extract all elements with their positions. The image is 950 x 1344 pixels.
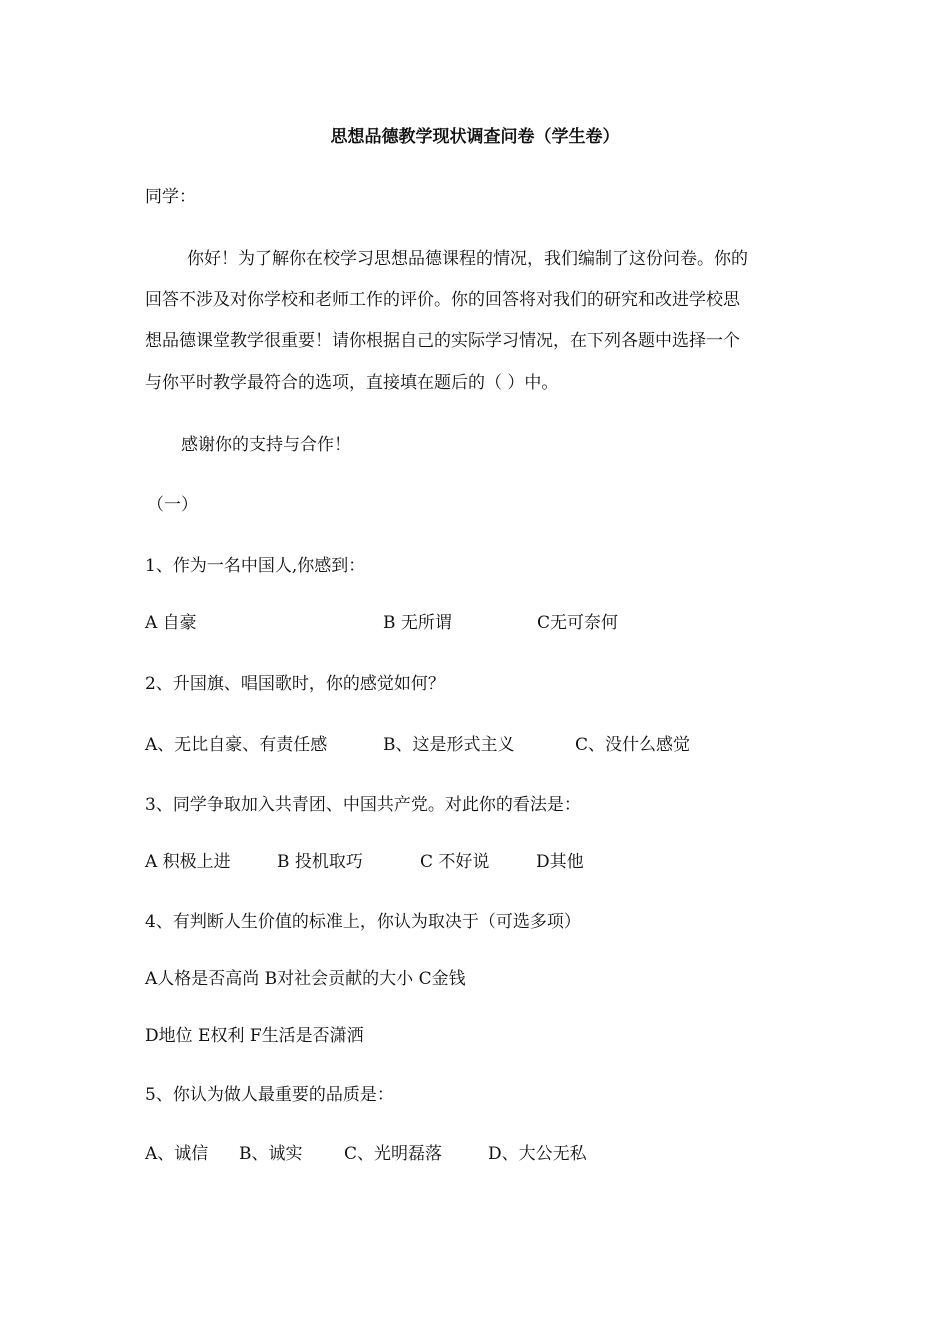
q3-option-c: C 不好说 [420,852,490,872]
q3-option-a: A 积极上进 [145,852,231,872]
q5-option-c: C、光明磊落 [344,1144,443,1164]
q2-option-b: B、这是形式主义 [383,735,515,755]
q1-option-a: A 自豪 [145,613,197,633]
q4-options-line-2: D地位 E权利 F生活是否潇洒 [145,1026,364,1046]
q2-option-a: A、无比自豪、有责任感 [145,735,328,755]
question-3: 3、同学争取加入共青团、中国共产党。对此你的看法是： [145,795,581,815]
salutation: 同学： [145,187,196,207]
intro-line-1: 你好！为了解你在校学习思想品德课程的情况，我们编制了这份问卷。你的 [187,249,748,269]
thanks-note: 感谢你的支持与合作！ [181,435,351,455]
q5-option-d: D、大公无私 [488,1144,587,1164]
q1-option-b: B 无所谓 [383,613,452,633]
intro-line-4: 与你平时教学最符合的选项，直接填在题后的（ ）中。 [145,373,559,393]
intro-line-2: 回答不涉及对你学校和老师工作的评价。你的回答将对我们的研究和改进学校思 [145,290,740,310]
q3-option-b: B 投机取巧 [277,852,363,872]
question-5: 5、你认为做人最重要的品质是： [145,1085,394,1105]
q5-option-a: A、诚信 [145,1144,209,1164]
question-2: 2、升国旗、唱国歌时，你的感觉如何？ [145,674,445,694]
q1-option-c: C无可奈何 [537,613,619,633]
q5-option-b: B、诚实 [239,1144,303,1164]
q3-option-d: D其他 [536,852,584,872]
question-1: 1、作为一名中国人,你感到： [145,556,366,576]
q2-option-c: C、没什么感觉 [575,735,691,755]
q4-options-line-1: A人格是否高尚 B对社会贡献的大小 C金钱 [145,969,466,989]
section-heading: （一） [147,495,198,515]
document-title: 思想品德教学现状调查问卷（学生卷） [330,127,620,147]
intro-line-3: 想品德课堂教学很重要！请你根据自己的实际学习情况，在下列各题中选择一个 [145,331,740,351]
question-4: 4、有判断人生价值的标准上，你认为取决于（可选多项） [145,912,581,932]
